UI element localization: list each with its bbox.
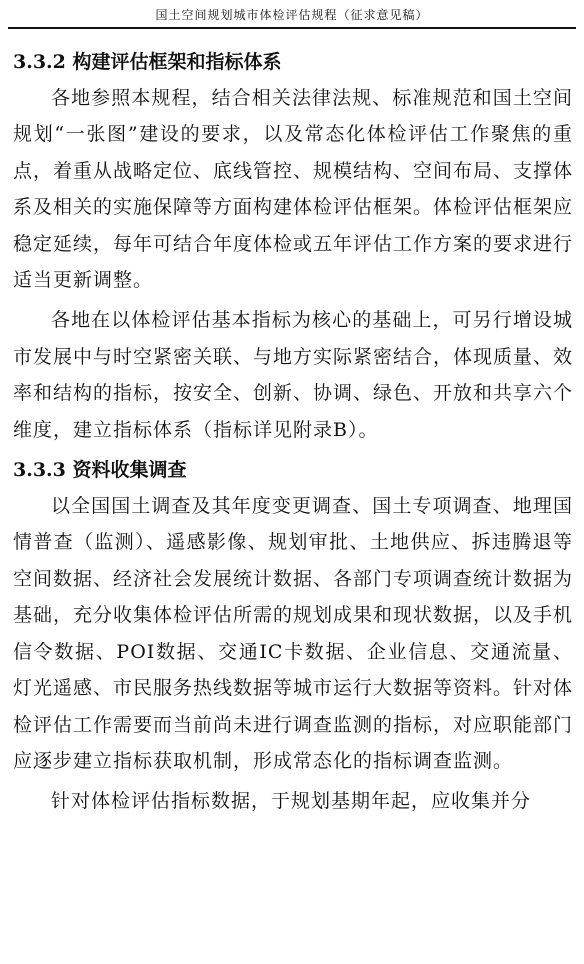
section-heading: 3.3.2 构建评估框架和指标体系 [13, 51, 282, 73]
paragraph: 各地在以体检评估基本指标为核心的基础上，可另行增设城市发展中与时空紧密关联、与地方实际紧密结合，体现质量、效率和结构的指标，按安全、创新、协调、绿色、开放和共享六个维度，建立指标体系（指标详见附录B）。 [13, 309, 574, 441]
section-3-3-3 [13, 452, 573, 820]
paragraph: 各地参照本规程，结合相关法律法规、标准规范和国土空间规划“一张图”建设的要求，以及常态化体检评估工作聚焦的重点，着重从战略定位、底线管控、规模结构、空间布局、支撑体系及相关的实施保障等方面构建体检评估框架。体检评估框架应稳定延续，每年可结合年度体检或五年评估工作方案的要求进行适当更新调整。 [13, 87, 574, 292]
paragraph: 针对体检评估指标数据，于规划基期年起，应收集并分 [51, 790, 532, 813]
header-divider [8, 27, 576, 29]
document-body [13, 44, 573, 820]
paragraph: 以全国国土调查及其年度变更调查、国土专项调查、地理国情普查（监测）、遥感影像、规划审批、土地供应、拆违腾退等空间数据、经济社会发展统计数据、各部门专项调查统计数据为基础，充分收集体检评估所需的规划成果和现状数据，以及手机信令数据、POI数据、交通IC卡数据、企业信息、交通流量、灯光遥感、市民服务热线数据等城市运行大数据等资料。针对体检评估工作需要而当前尚未进行调查监测的指标，对应职能部门应逐步建立指标获取机制，形成常态化的指标调查监测。 [13, 495, 574, 772]
section-heading: 3.3.3 资料收集调查 [13, 459, 187, 482]
section-3-3-2 [13, 44, 573, 448]
running-header: 国土空间规划城市体检评估规程（征求意见稿） [155, 8, 429, 22]
